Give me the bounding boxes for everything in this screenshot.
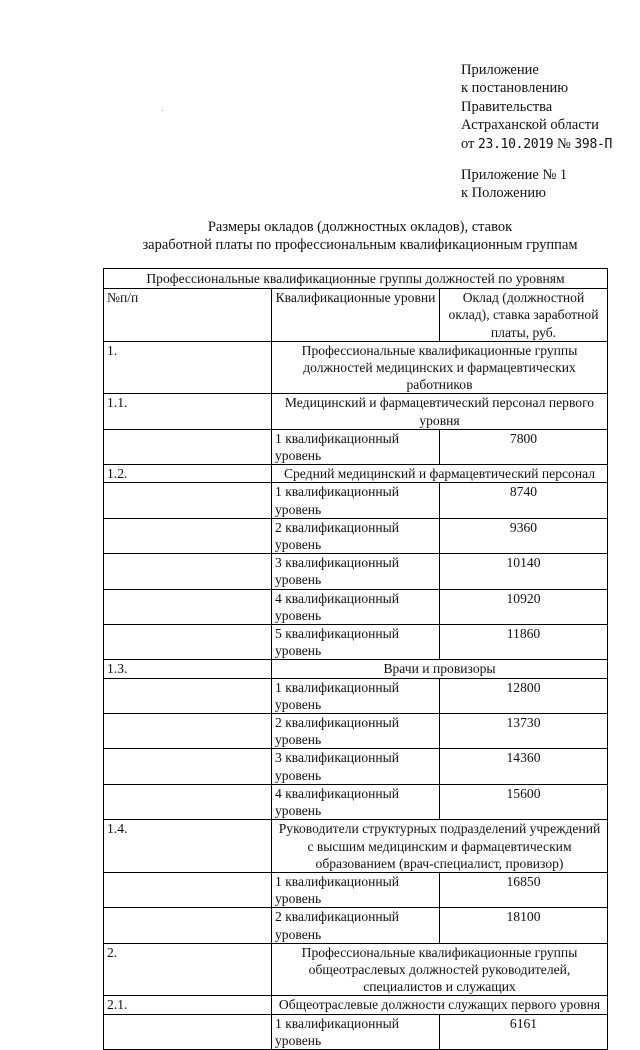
level-row	[104, 714, 608, 749]
group-title-cell: Профессиональные квалификационные группы должностей медицинских и фармацевтических работников	[272, 341, 608, 394]
level-row	[104, 872, 608, 907]
group-row	[104, 341, 608, 394]
header-levels-cell: Квалификационные уровни	[272, 289, 440, 342]
group-title-cell: Средний медицинский и фармацевтический персонал	[272, 465, 608, 483]
level-name-cell: 2 квалификационный уровень	[272, 518, 440, 553]
empty-number-cell	[104, 1014, 272, 1049]
appendix-block	[461, 61, 612, 154]
empty-number-cell	[104, 518, 272, 553]
appendix-date-line	[461, 135, 612, 154]
group-title-cell: Общеотраслевые должности служащих первого уровня	[272, 996, 608, 1014]
level-row	[104, 678, 608, 713]
appendix-line-3: Правительства	[461, 98, 553, 115]
group-number-cell: 1.	[104, 341, 272, 394]
empty-number-cell	[104, 908, 272, 943]
group-title-cell: Медицинский и фармацевтический персонал первого уровня	[272, 394, 608, 429]
table-header-full-row	[104, 269, 608, 289]
level-name-cell: 1 квалификационный уровень	[272, 1014, 440, 1049]
salary-value-cell: 10920	[440, 589, 608, 624]
appendix-line-2: к постановлению	[461, 80, 569, 97]
level-row	[104, 429, 608, 464]
salary-value-cell: 6161	[440, 1014, 608, 1049]
level-name-cell: 4 квалификационный уровень	[272, 784, 440, 819]
salary-value-cell: 18100	[440, 908, 608, 943]
empty-number-cell	[104, 483, 272, 518]
date-prefix: от	[461, 135, 475, 152]
level-name-cell: 1 квалификационный уровень	[272, 483, 440, 518]
scan-speck	[162, 110, 163, 111]
salary-value-cell: 8740	[440, 483, 608, 518]
level-row	[104, 908, 608, 943]
handwritten-date: 23.10.2019	[478, 136, 554, 152]
header-full-cell: Профессиональные квалификационные группы должностей по уровням	[104, 269, 608, 289]
salary-value-cell: 7800	[440, 429, 608, 464]
salary-value-cell: 13730	[440, 714, 608, 749]
level-row	[104, 749, 608, 784]
level-row	[104, 784, 608, 819]
appendix2-line-1: Приложение № 1	[461, 167, 568, 183]
empty-number-cell	[104, 714, 272, 749]
group-title-cell: Профессиональные квалификационные группы общеотраслевых должностей руководителей, специалистов и служащих	[272, 943, 608, 996]
empty-number-cell	[104, 554, 272, 589]
header-salary-cell: Оклад (должностной оклад), ставка заработной платы, руб.	[440, 289, 608, 342]
level-name-cell: 2 квалификационный уровень	[272, 908, 440, 943]
header-num-cell: №п/п	[104, 289, 272, 342]
empty-number-cell	[104, 589, 272, 624]
group-number-cell: 1.2.	[104, 465, 272, 483]
group-row	[104, 996, 608, 1014]
empty-number-cell	[104, 429, 272, 464]
level-row	[104, 625, 608, 660]
salary-value-cell: 11860	[440, 625, 608, 660]
group-number-cell: 2.	[104, 943, 272, 996]
level-name-cell: 1 квалификационный уровень	[272, 872, 440, 907]
group-number-cell: 2.1.	[104, 996, 272, 1014]
empty-number-cell	[104, 625, 272, 660]
empty-number-cell	[104, 784, 272, 819]
document-title	[0, 218, 640, 255]
level-name-cell: 1 квалификационный уровень	[272, 678, 440, 713]
level-row	[104, 554, 608, 589]
group-title-cell: Врачи и провизоры	[272, 660, 608, 678]
empty-number-cell	[104, 749, 272, 784]
level-name-cell: 2 квалификационный уровень	[272, 714, 440, 749]
level-name-cell: 4 квалификационный уровень	[272, 589, 440, 624]
salary-value-cell: 12800	[440, 678, 608, 713]
group-row	[104, 465, 608, 483]
appendix2-line-2: к Положению	[461, 185, 546, 202]
group-title-cell: Руководители структурных подразделений учреждений с высшим медицинским и фармацевтическим образованием (врач-специалист, провизор)	[272, 820, 608, 873]
table-header-row	[104, 289, 608, 342]
title-line-2: заработной платы по профессиональным квалификационным группам	[142, 237, 578, 254]
level-row	[104, 483, 608, 518]
handwritten-number: 398-П	[574, 136, 613, 152]
group-number-cell: 1.3.	[104, 660, 272, 678]
group-row	[104, 660, 608, 678]
empty-number-cell	[104, 678, 272, 713]
level-name-cell: 1 квалификационный уровень	[272, 429, 440, 464]
appendix-line-1: Приложение	[461, 62, 539, 78]
level-row	[104, 589, 608, 624]
salary-table-body	[104, 269, 608, 1050]
level-name-cell: 3 квалификационный уровень	[272, 554, 440, 589]
salary-value-cell: 15600	[440, 784, 608, 819]
group-row	[104, 394, 608, 429]
group-row	[104, 820, 608, 873]
appendix2-block	[461, 166, 567, 203]
level-name-cell: 3 квалификационный уровень	[272, 749, 440, 784]
salary-value-cell: 16850	[440, 872, 608, 907]
level-name-cell: 5 квалификационный уровень	[272, 625, 440, 660]
group-number-cell: 1.1.	[104, 394, 272, 429]
group-row	[104, 943, 608, 996]
salary-value-cell: 14360	[440, 749, 608, 784]
salary-value-cell: 9360	[440, 518, 608, 553]
level-row	[104, 518, 608, 553]
empty-number-cell	[104, 872, 272, 907]
appendix-line-4: Астраханской области	[461, 117, 599, 134]
level-row	[104, 1014, 608, 1049]
title-line-1: Размеры окладов (должностных окладов), ставок	[207, 219, 513, 235]
salary-value-cell: 10140	[440, 554, 608, 589]
group-number-cell: 1.4.	[104, 820, 272, 873]
salary-table	[103, 268, 608, 1050]
number-sign: №	[556, 135, 571, 152]
